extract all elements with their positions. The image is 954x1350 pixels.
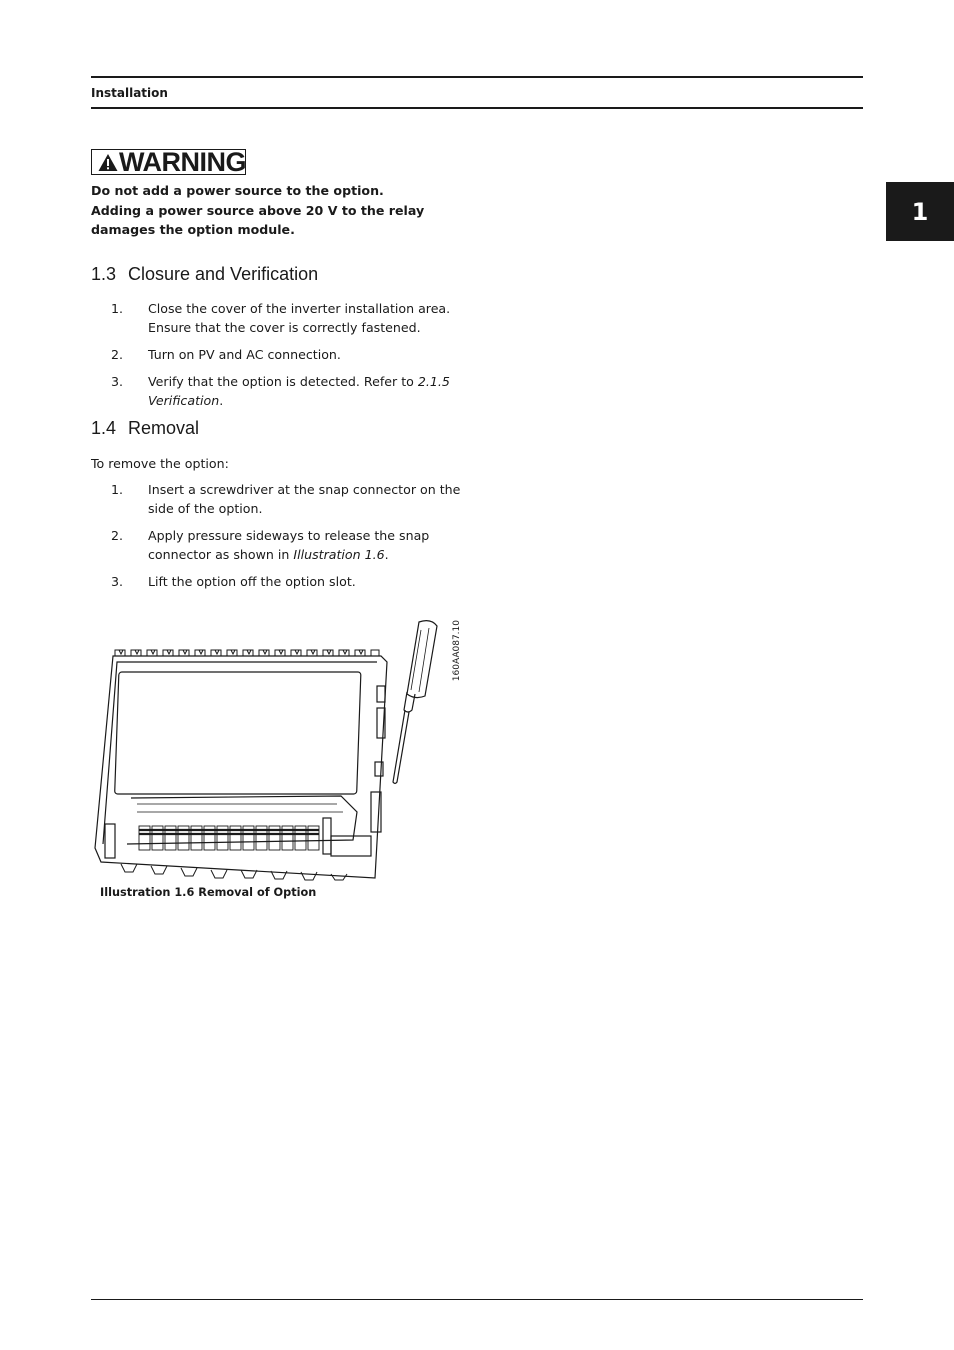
top-vents [115,650,379,656]
step-number: 3. [111,574,124,589]
warning-text: Do not add a power source to the option. Adding a power source above 20 V to the relay damages the option module. [91,183,425,237]
section-title: Removal [128,418,200,438]
warning-label: WARNING [119,146,246,177]
section-heading-1-4 [91,419,199,437]
step-number: 1. [111,482,124,497]
section-title: Closure and Verification [128,264,319,284]
footer-rule [91,1299,863,1300]
header-bottom-rule [91,107,863,109]
section-heading-1-3 [91,265,318,283]
figure-caption: Illustration 1.6 Removal of Option [100,886,317,899]
list-item [91,299,461,337]
step-number: 3. [111,374,124,389]
step-text: Verify that the option is detected. Refer to [148,374,418,389]
section-number: 1.4 [91,418,117,438]
step-number: 2. [111,528,124,543]
list-item [91,572,461,591]
step-number: 1. [111,301,124,316]
cross-reference-link[interactable]: Illustration 1.6 [293,547,385,562]
figure-code: 160AA087.10 [452,620,462,682]
list-item [91,345,461,364]
list-item [91,372,461,410]
step-text: Apply pressure sideways to release the snap connector as shown in [148,528,430,562]
step-text-end: . [219,393,224,408]
step-text: Close the cover of the inverter installation area. Ensure that the cover is correctly fastened. [148,301,451,335]
option-removal-illustration [91,612,461,882]
removal-steps-list [91,480,461,599]
list-item [91,526,461,564]
step-text: Lift the option off the option slot. [148,574,356,589]
chapter-tab: 1 [886,182,954,241]
list-item [91,480,461,518]
closure-steps-list [91,299,461,418]
section-number: 1.3 [91,264,117,284]
header-section-label: Installation [91,86,168,100]
step-text-end: . [384,547,389,562]
header-top-rule [91,76,863,78]
screwdriver [393,621,437,784]
step-text: Turn on PV and AC connection. [148,347,341,362]
cross-reference-link[interactable]: 2.1.5 Verification [148,374,450,408]
option-module-with-screwdriver-icon [91,612,461,882]
removal-intro: To remove the option: [91,456,229,471]
step-number: 2. [111,347,124,362]
warning-box [91,146,246,177]
warning-triangle-icon [98,153,118,172]
step-text: Insert a screwdriver at the snap connector on the side of the option. [148,482,461,516]
